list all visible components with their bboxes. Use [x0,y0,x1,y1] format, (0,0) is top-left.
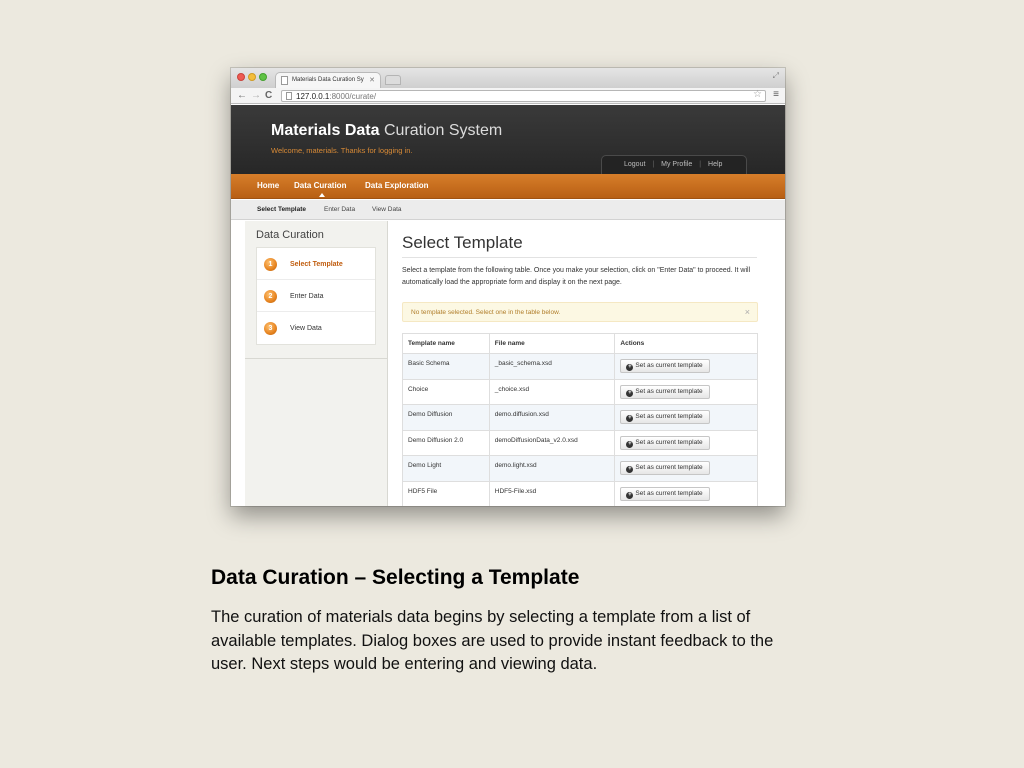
url-path: :8000/curate/ [329,92,377,101]
template-name-cell: Demo Light [403,456,490,482]
page-icon [286,92,292,100]
active-nav-caret [319,193,325,197]
set-as-current-template-button[interactable] [620,487,709,501]
table-header-row [403,334,758,354]
set-template-label: Set as current template [635,413,703,421]
sidebar-divider [245,358,388,359]
browser-toolbar [231,88,785,104]
subnav-view-data[interactable]: View Data [372,206,402,213]
welcome-message: Welcome, materials. Thanks for logging in. [271,146,413,155]
sidebar-item-view-data[interactable] [257,312,375,344]
my-profile-link[interactable]: My Profile [661,161,693,168]
template-name-cell: Choice [403,379,490,405]
sidebar-item-label: Enter Data [290,293,324,300]
set-template-label: Set as current template [635,489,703,497]
set-as-current-template-button[interactable] [620,385,709,399]
logout-link[interactable]: Logout [624,161,646,168]
sidebar-item-label: View Data [290,325,322,332]
separator: | [699,161,702,168]
sidebar [245,221,388,506]
new-tab-button[interactable] [385,75,401,85]
template-name-cell: HDF5 File [403,481,490,506]
main-content [402,221,759,506]
set-template-label: Set as current template [635,438,703,446]
browser-tab[interactable] [275,72,381,88]
plus-circle-icon: + [628,415,632,422]
intro-text: Select a template from the following table. Once you make your selection, click on "Enter Data" to proceed. It will automatically load the appropriate form and display it on the next page. [402,267,751,286]
actions-cell [615,405,758,431]
table-row [403,481,758,506]
browser-window [231,68,785,506]
actions-cell [615,354,758,380]
sidebar-step-list [256,247,376,345]
reload-icon[interactable]: C [265,90,273,101]
nav-item-data-exploration[interactable]: Data Exploration [365,181,429,190]
nav-item-home[interactable]: Home [257,181,280,190]
file-name-cell: HDF5-File.xsd [489,481,615,506]
template-table [402,333,758,506]
slide-heading: Data Curation – Selecting a Template [211,566,580,589]
actions-cell [615,379,758,405]
template-name-cell: Basic Schema [403,354,490,380]
column-header-template-name: Template name [403,334,490,354]
close-tab-icon[interactable]: ✕ [369,77,375,84]
template-name-cell: Demo Diffusion 2.0 [403,430,490,456]
file-name-cell: demoDiffusionData_v2.0.xsd [489,430,615,456]
close-icon[interactable]: × [744,307,750,317]
browser-tab-strip [231,68,785,88]
set-as-current-template-button[interactable] [620,410,709,424]
slide-body: The curation of materials data begins by selecting a template from a list of available templates. Dialog boxes are used to provide instant feedback to the user. Next steps would be entering and viewing data. [211,608,774,673]
plus-circle-icon: + [628,440,632,447]
step-3-icon: 3 [264,322,277,335]
file-name-cell: _basic_schema.xsd [489,354,615,380]
actions-cell [615,430,758,456]
subnav-select-template[interactable]: Select Template [257,206,307,213]
sidebar-title: Data Curation [256,229,324,241]
help-link[interactable]: Help [708,161,723,168]
sidebar-item-select-template[interactable] [257,248,375,280]
file-name-cell: demo.diffusion.xsd [489,405,615,431]
step-2-icon: 2 [264,290,277,303]
column-header-actions: Actions [615,334,758,354]
step-1-icon: 1 [264,258,277,271]
warning-alert [402,302,758,322]
separator: | [652,161,655,168]
set-template-label: Set as current template [635,387,703,395]
sidebar-item-label: Select Template [290,261,343,268]
alert-message: No template selected. Select one in the table below. [411,309,561,316]
bookmark-star-icon[interactable]: ☆ [753,89,762,100]
plus-circle-icon: + [628,466,632,473]
user-links [601,155,747,174]
set-as-current-template-button[interactable] [620,436,709,450]
site-title [271,122,502,140]
sidebar-item-enter-data[interactable] [257,280,375,312]
file-name-cell: demo.light.xsd [489,456,615,482]
fullscreen-icon[interactable]: ⤢ [772,71,779,80]
maximize-window-icon[interactable] [259,73,267,81]
actions-cell [615,481,758,506]
file-name-cell: _choice.xsd [489,379,615,405]
table-row [403,430,758,456]
set-template-label: Set as current template [635,464,703,472]
set-as-current-template-button[interactable] [620,359,709,373]
page-title: Select Template [402,233,523,252]
template-name-cell: Demo Diffusion [403,405,490,431]
site-header [231,105,785,174]
site-title-bold: Materials Data [271,122,380,139]
actions-cell [615,456,758,482]
forward-arrow-icon[interactable]: → [251,90,261,101]
plus-circle-icon: + [628,364,632,370]
set-as-current-template-button[interactable] [620,461,709,475]
plus-circle-icon: + [628,389,632,396]
table-row [403,456,758,482]
subnav-enter-data[interactable]: Enter Data [324,206,356,213]
back-arrow-icon[interactable]: ← [237,90,247,101]
main-nav [231,174,785,199]
table-row [403,405,758,431]
document-icon [281,76,288,85]
site-title-rest: Curation System [383,122,503,139]
minimize-window-icon[interactable] [248,73,256,81]
column-header-file-name: File name [489,334,615,354]
browser-menu-icon[interactable]: ≡ [773,89,779,100]
browser-tab-title: Materials Data Curation Sy [292,77,364,83]
sub-nav [231,200,785,220]
close-window-icon[interactable] [237,73,245,81]
table-row [403,354,758,380]
plus-circle-icon: + [628,491,632,498]
set-template-label: Set as current template [635,362,703,369]
table-row [403,379,758,405]
address-bar[interactable] [281,90,766,102]
nav-item-data-curation[interactable]: Data Curation [294,181,347,190]
title-divider [402,257,757,258]
url-host: 127.0.0.1 [296,92,330,101]
